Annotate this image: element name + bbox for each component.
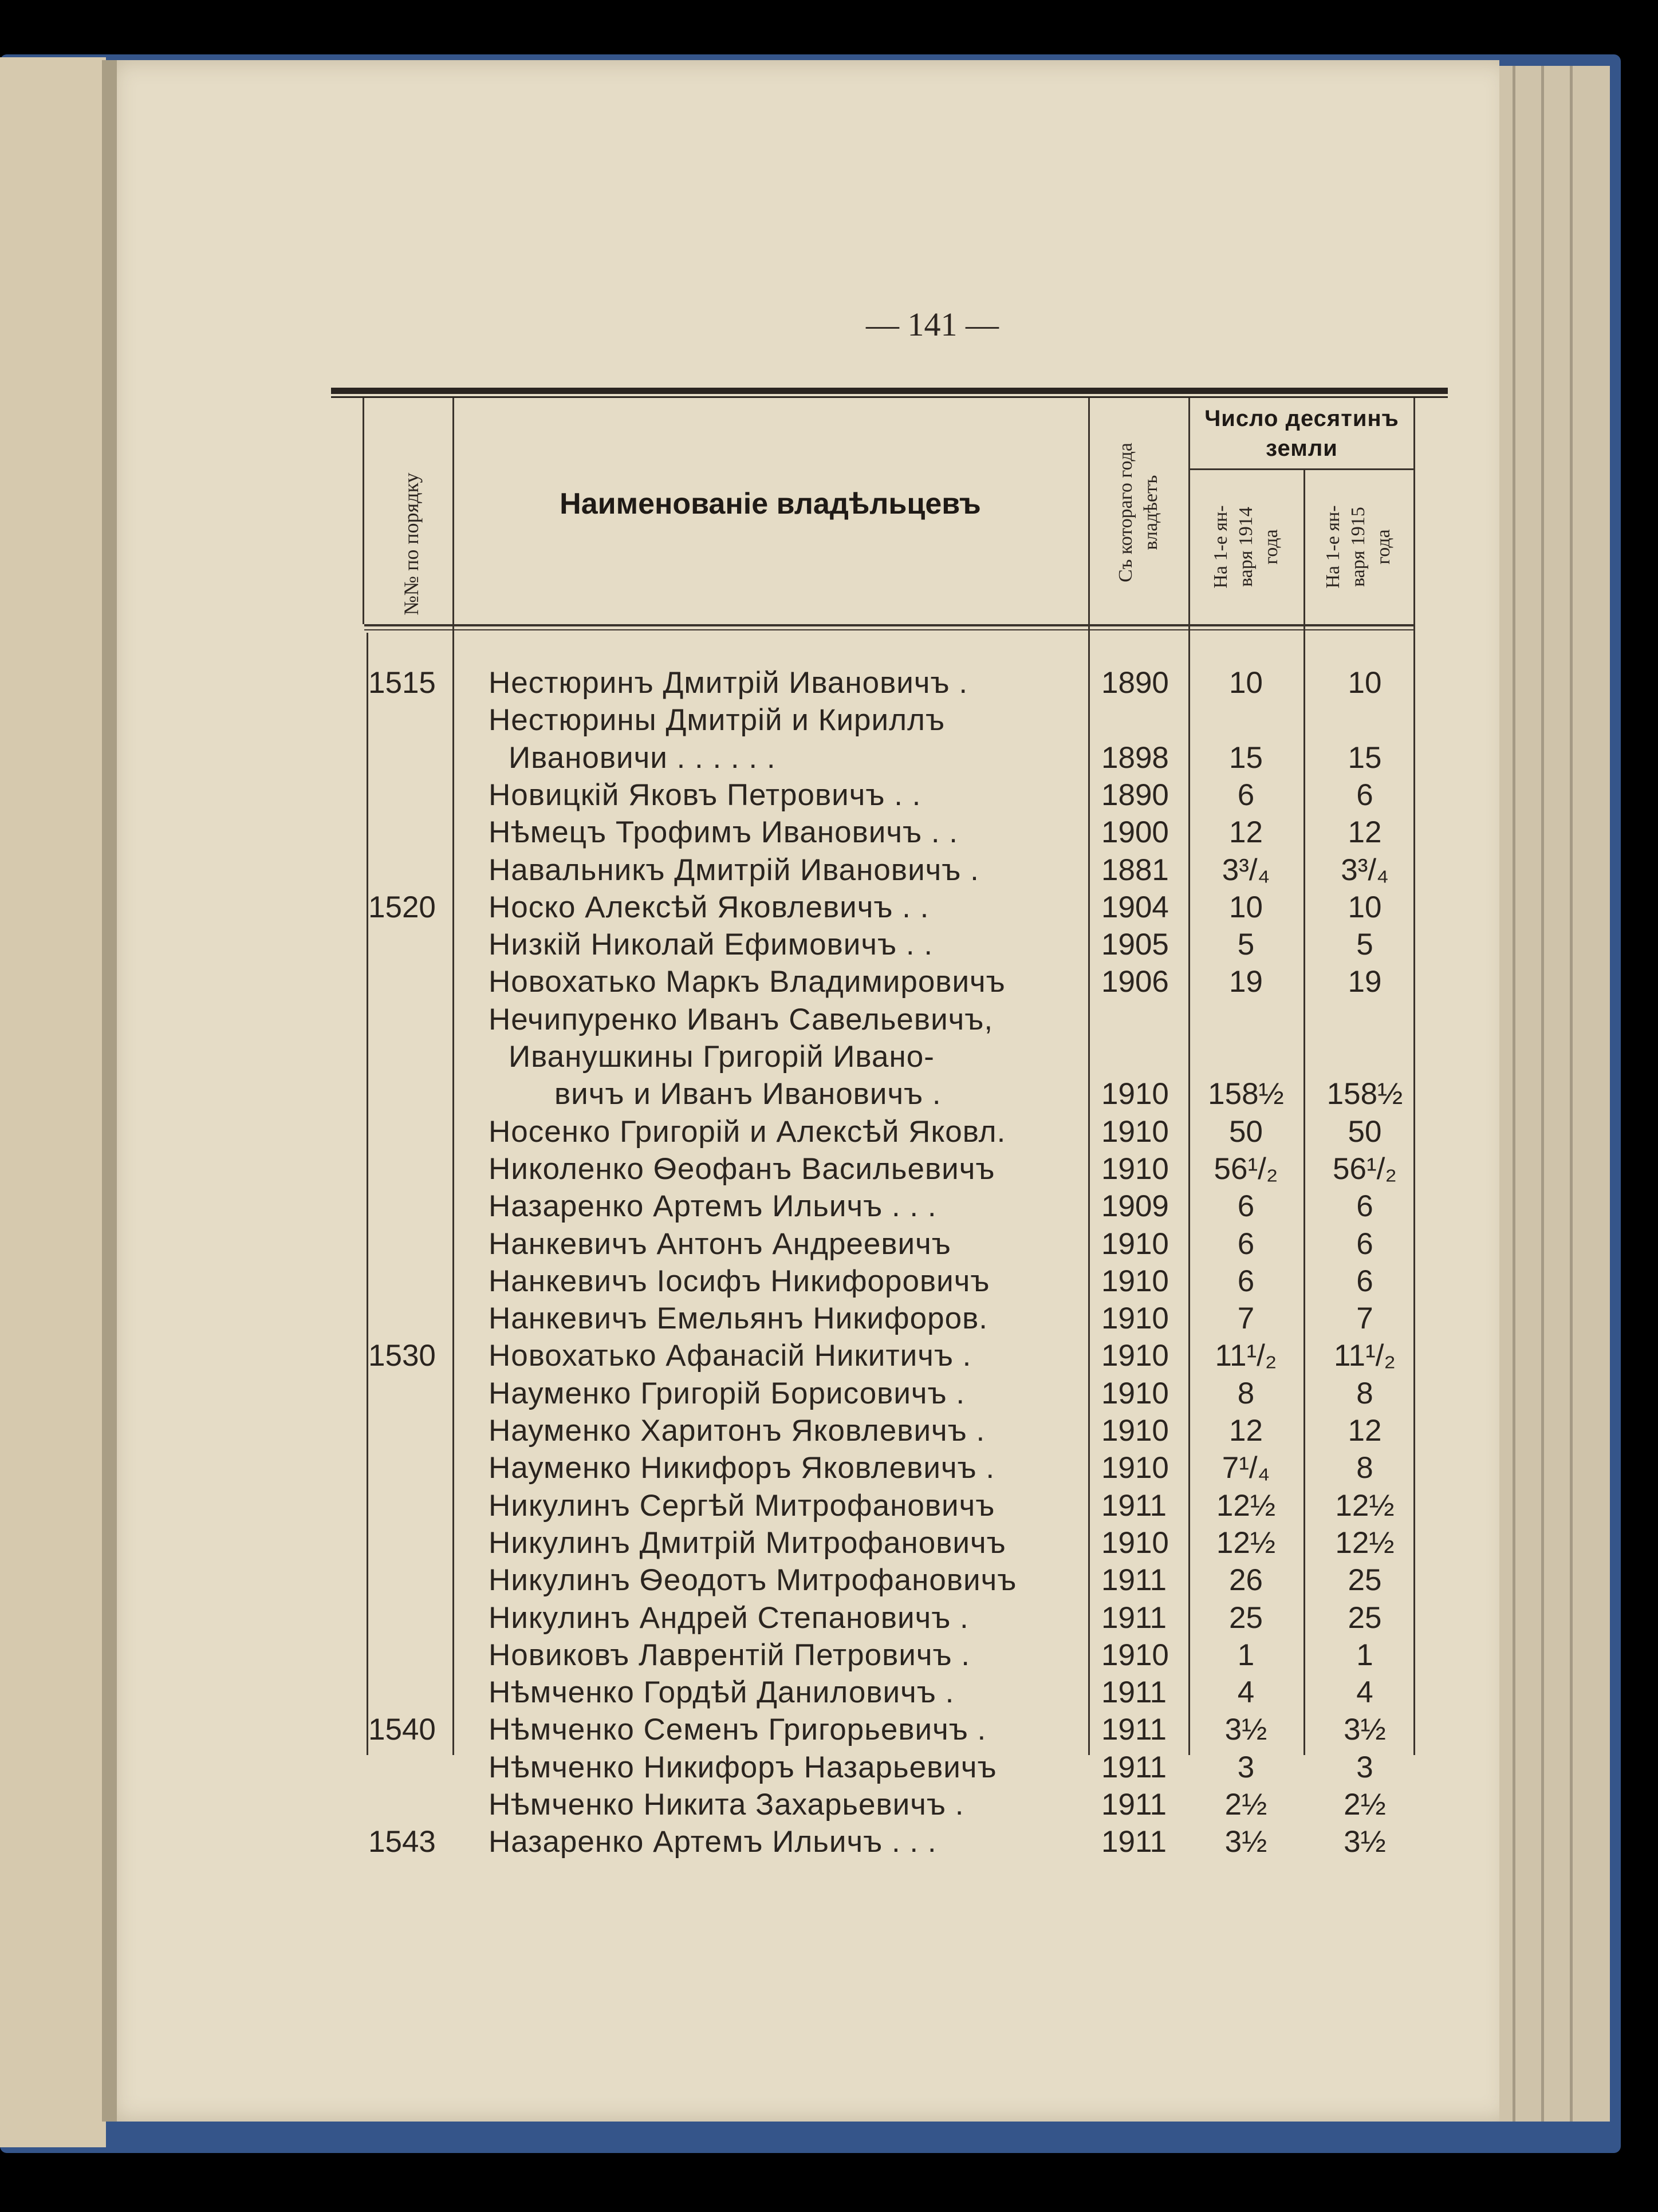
since-year: 1906 (1101, 965, 1169, 999)
table-row (102, 1749, 1499, 1786)
since-year: 1911 (1101, 1713, 1167, 1747)
owner-name: вичъ и Иванъ Ивановичъ . (554, 1077, 942, 1111)
area-1915: 12½ (1335, 1525, 1395, 1560)
table-top-rule (331, 388, 1448, 394)
owner-name: Никулинъ Андрей Степановичъ . (489, 1600, 969, 1635)
since-year: 1911 (1101, 1825, 1167, 1859)
area-1914: 19 (1229, 965, 1263, 999)
since-year: 1890 (1101, 778, 1169, 812)
area-1914: 6 (1237, 1227, 1255, 1261)
area-1915: 11¹/₂ (1334, 1339, 1396, 1373)
table-row (102, 1487, 1499, 1524)
area-1915: 12 (1348, 815, 1382, 850)
area-1915: 12 (1348, 1414, 1382, 1448)
area-1914: 6 (1237, 1264, 1255, 1298)
owner-name: Никулинъ Сергѣй Митрофановичъ (489, 1488, 995, 1523)
table-row (102, 776, 1499, 814)
area-1914: 3³/₄ (1222, 853, 1270, 887)
owner-name: Низкій Николай Ефимовичъ . . (489, 928, 934, 962)
area-1914: 2½ (1224, 1788, 1267, 1821)
table-row (102, 851, 1499, 889)
area-1915: 4 (1356, 1675, 1373, 1710)
table-row (102, 1188, 1499, 1225)
owner-name: Носко Алексѣй Яковлевичъ . . (489, 890, 930, 924)
header-bottom-rule-thin (364, 629, 1415, 630)
owner-name: Нѣмченко Гордѣй Даниловичъ . (489, 1675, 955, 1710)
area-1914: 3½ (1224, 1825, 1267, 1859)
header-area-1915: На 1-е ян- варя 1915 года (1322, 505, 1394, 589)
owner-name: Навальникъ Дмитрій Ивановичъ . (489, 853, 979, 887)
table-row (102, 701, 1499, 739)
header-area-1914: На 1-е ян- варя 1914 года (1210, 505, 1282, 589)
table-row (102, 739, 1499, 776)
area-1914: 10 (1229, 890, 1263, 924)
area-1915: 50 (1348, 1114, 1382, 1149)
since-year: 1881 (1101, 853, 1169, 887)
area-1914: 6 (1237, 1189, 1255, 1224)
page-edges (1486, 66, 1610, 2122)
table-row (102, 1001, 1499, 1038)
area-1914: 7 (1237, 1302, 1255, 1336)
owner-name: Науменко Харитонъ Яковлевичъ . (489, 1414, 986, 1448)
header-bottom-rule (364, 624, 1415, 626)
table-top-rule-thin (331, 396, 1448, 398)
owner-name: Нѣмченко Семенъ Григорьевичъ . (489, 1713, 987, 1747)
table-row (102, 1412, 1499, 1449)
area-1914: 15 (1229, 740, 1263, 775)
table-row (102, 1225, 1499, 1263)
since-year: 1911 (1101, 1600, 1167, 1635)
table-row (102, 1823, 1499, 1860)
owner-name: Науменко Григорій Борисовичъ . (489, 1376, 966, 1410)
table-row (102, 1786, 1499, 1823)
table-row (102, 1674, 1499, 1711)
area-1915: 158½ (1326, 1077, 1403, 1111)
area-1914: 7¹/₄ (1222, 1451, 1270, 1485)
area-1914: 10 (1229, 666, 1263, 700)
table-row (102, 1449, 1499, 1487)
since-year: 1910 (1101, 1302, 1169, 1336)
table-row (102, 926, 1499, 963)
area-1915: 6 (1356, 1189, 1373, 1224)
row-number: 1540 (368, 1713, 436, 1747)
area-1914: 158½ (1208, 1077, 1284, 1111)
table-row (102, 1150, 1499, 1188)
row-number: 1520 (368, 890, 436, 924)
area-1914: 4 (1237, 1675, 1255, 1710)
table-row (102, 1524, 1499, 1562)
owner-name: Нанкевичъ Іосифъ Никифоровичъ (489, 1264, 990, 1298)
area-1915: 6 (1356, 778, 1373, 812)
area-1914: 12½ (1216, 1525, 1276, 1560)
area-1915: 25 (1348, 1600, 1382, 1635)
header-since-column: Съ котораго года владѣетъ (1115, 443, 1161, 582)
area-1915: 10 (1348, 890, 1382, 924)
owner-name: Нѣмченко Никита Захарьевичъ . (489, 1788, 964, 1821)
owner-name: Нестюринъ Дмитрій Ивановичъ . (489, 666, 968, 700)
owner-name: Назаренко Артемъ Ильичъ . . . (489, 1825, 937, 1859)
area-1915: 6 (1356, 1264, 1373, 1298)
owner-name: Никулинъ Ѳеодотъ Митрофановичъ (489, 1563, 1017, 1598)
area-1915: 3 (1356, 1750, 1373, 1784)
owner-name: Никулинъ Дмитрій Митрофановичъ (489, 1525, 1006, 1560)
area-1914: 26 (1229, 1563, 1263, 1598)
owner-name: Новохатько Афанасій Никитичъ . (489, 1339, 972, 1373)
area-1914: 12 (1229, 815, 1263, 850)
area-1915: 25 (1348, 1563, 1382, 1598)
since-year: 1898 (1101, 740, 1169, 775)
since-year: 1911 (1101, 1675, 1167, 1710)
area-1914: 11¹/₂ (1215, 1339, 1277, 1373)
area-1915: 3½ (1344, 1713, 1386, 1747)
owner-name: Новицкій Яковъ Петровичъ . . (489, 778, 921, 812)
since-year: 1911 (1101, 1788, 1167, 1821)
row-number: 1530 (368, 1339, 436, 1373)
area-1915: 56¹/₂ (1333, 1152, 1397, 1186)
since-year: 1911 (1101, 1488, 1167, 1523)
header-number-column: №№ по порядку (400, 472, 423, 616)
header-area-group: Число десятинъ земли (1204, 406, 1399, 461)
area-1914: 25 (1229, 1600, 1263, 1635)
owner-name: Николенко Ѳеофанъ Васильевичъ (489, 1152, 995, 1186)
area-1914: 1 (1237, 1638, 1255, 1672)
owner-name: Новиковъ Лаврентій Петровичъ . (489, 1638, 971, 1672)
area-1915: 5 (1356, 928, 1373, 962)
area-1914: 6 (1237, 778, 1255, 812)
table-row (102, 1637, 1499, 1674)
owner-name: Науменко Никифоръ Яковлевичъ . (489, 1451, 995, 1485)
since-year: 1910 (1101, 1525, 1169, 1560)
area-1915: 6 (1356, 1227, 1373, 1261)
since-year: 1910 (1101, 1414, 1169, 1448)
area-1915: 19 (1348, 965, 1382, 999)
since-year: 1904 (1101, 890, 1169, 924)
area-1915: 12½ (1335, 1488, 1395, 1523)
table-row (102, 1337, 1499, 1374)
area-1914: 56¹/₂ (1214, 1152, 1278, 1186)
since-year: 1900 (1101, 815, 1169, 850)
table-row (102, 889, 1499, 926)
area-1914: 12½ (1216, 1488, 1276, 1523)
table-row (102, 814, 1499, 851)
owner-name: Новохатько Маркъ Владимировичъ (489, 965, 1006, 999)
owner-name: Иванушкины Григорій Ивано- (509, 1040, 935, 1074)
column-divider (363, 398, 364, 624)
area-1915: 3³/₄ (1341, 853, 1389, 887)
table-row (102, 1599, 1499, 1637)
row-number: 1515 (368, 666, 436, 700)
since-year: 1910 (1101, 1638, 1169, 1672)
since-year: 1909 (1101, 1189, 1169, 1224)
book-page (102, 60, 1499, 2122)
area-1915: 10 (1348, 666, 1382, 700)
since-year: 1905 (1101, 928, 1169, 962)
area-1914: 50 (1229, 1114, 1263, 1149)
since-year: 1910 (1101, 1114, 1169, 1149)
since-year: 1911 (1101, 1563, 1167, 1598)
table-row (102, 1075, 1499, 1113)
since-year: 1910 (1101, 1227, 1169, 1261)
table-row (102, 1300, 1499, 1337)
since-year: 1910 (1101, 1264, 1169, 1298)
area-1915: 7 (1356, 1302, 1373, 1336)
since-year: 1910 (1101, 1376, 1169, 1410)
area-1914: 8 (1237, 1376, 1255, 1410)
owner-name: Нанкевичъ Антонъ Андреевичъ (489, 1227, 951, 1261)
book-spine-shadow (102, 60, 117, 2122)
area-1915: 2½ (1344, 1788, 1386, 1821)
table-row (102, 1038, 1499, 1075)
area-1915: 8 (1356, 1451, 1373, 1485)
since-year: 1910 (1101, 1077, 1169, 1111)
header-name-column: Наименованіе владѣльцевъ (560, 487, 981, 521)
area-1915: 15 (1348, 740, 1382, 775)
owner-name: Ивановичи . . . . . . (509, 740, 776, 775)
owner-name: Нанкевичъ Емельянъ Никифоров. (489, 1302, 988, 1336)
owner-name: Нестюрины Дмитрій и Кириллъ (489, 703, 946, 738)
table-row (102, 963, 1499, 1000)
row-number: 1543 (368, 1825, 436, 1859)
table-row (102, 1375, 1499, 1412)
area-1915: 1 (1356, 1638, 1373, 1672)
since-year: 1890 (1101, 666, 1169, 700)
table-row (102, 1263, 1499, 1300)
owner-name: Нечипуренко Иванъ Савельевичъ, (489, 1002, 994, 1036)
since-year: 1910 (1101, 1152, 1169, 1186)
page-number: — 141 — (866, 306, 999, 343)
area-1915: 8 (1356, 1376, 1373, 1410)
owner-name: Нѣмченко Никифоръ Назарьевичъ (489, 1750, 997, 1784)
table-row (102, 1711, 1499, 1748)
owner-name: Носенко Григорій и Алексѣй Яковл. (489, 1114, 1006, 1149)
since-year: 1910 (1101, 1339, 1169, 1373)
area-1914: 12 (1229, 1414, 1263, 1448)
table-row (102, 664, 1499, 701)
area-1914: 3½ (1224, 1713, 1267, 1747)
area-1914: 3 (1237, 1750, 1255, 1784)
since-year: 1910 (1101, 1451, 1169, 1485)
table-row (102, 1113, 1499, 1150)
group-header-rule (1190, 468, 1413, 470)
left-page-edge (0, 57, 106, 2147)
since-year: 1911 (1101, 1750, 1167, 1784)
table-row (102, 1562, 1499, 1599)
owner-name: Назаренко Артемъ Ильичъ . . . (489, 1189, 937, 1224)
area-1915: 3½ (1344, 1825, 1386, 1859)
area-1914: 5 (1237, 928, 1255, 962)
owner-name: Нѣмецъ Трофимъ Ивановичъ . . (489, 815, 958, 850)
